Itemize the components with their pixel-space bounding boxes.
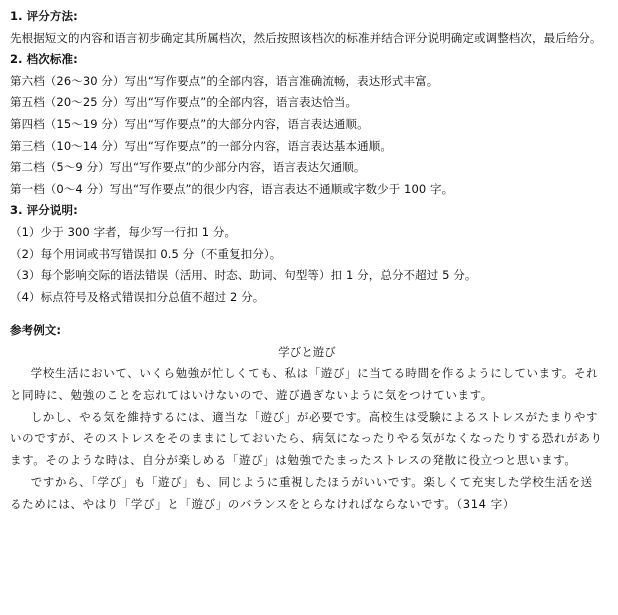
- method-heading: 1. 评分方法:: [10, 9, 78, 23]
- sample-label: 参考例文:: [10, 323, 62, 338]
- notes-heading: 3. 评分说明:: [10, 203, 78, 218]
- level-two: 第二档（5～9 分）写出“写作要点”的少部分内容，语言表达欠通顺。: [10, 160, 366, 175]
- essay-paragraph-3: ですから、「学び」も「遊び」も、同じように重視したほうがいいです。楽しくて充実した学校生活を送るためには、やはり「学び」と「遊び」のバランスをとらなければならないです。（314 字）: [10, 474, 593, 511]
- levels-heading: 2. 档次标准:: [10, 52, 78, 67]
- note-2: （2）每个用词或书写错误扣 0.5 分（不重复扣分）。: [10, 246, 282, 261]
- section-gap: [10, 308, 604, 320]
- level-four: 第四档（15～19 分）写出“写作要点”的大部分内容，语言表达通顺。: [10, 116, 369, 131]
- essay-title: 学びと遊び: [278, 344, 336, 359]
- note-3: （3）每个影响交际的语法错误（活用、时态、助词、句型等）扣 1 分，总分不超过 5 分。: [10, 268, 477, 283]
- note-1: （1）少于 300 字者，每少写一行扣 1 分。: [10, 224, 237, 239]
- essay-paragraph-2: しかし、やる気を維持するには、適当な「遊び」が必要です。高校生は受験によるストレスがたまりやすいのですが、そのストレスをそのままにしておいたら、病気になったりやる気がなくなったりする恐れがあります。そのような時は、自分が楽しめる「遊び」は勉強でたまったストレスの発散に役立つと思います。: [10, 409, 603, 468]
- method-text: 先根据短文的内容和语言初步确定其所属档次，然后按照该档次的标准并结合评分说明确定或调整档次，最后给分。: [10, 30, 602, 45]
- level-three: 第三档（10～14 分）写出“写作要点”的一部分内容，语言表达基本通顺。: [10, 138, 392, 153]
- level-six: 第六档（26～30 分）写出“写作要点”的全部内容，语言准确流畅，表达形式丰富。: [10, 73, 439, 88]
- note-4: （4）标点符号及格式错误扣分总值不超过 2 分。: [10, 289, 265, 304]
- level-five: 第五档（20～25 分）写出“写作要点”的全部内容，语言表达恰当。: [10, 95, 358, 110]
- level-one: 第一档（0～4 分）写出“写作要点”的很少内容，语言表达不通顺或字数少于 100 字。: [10, 181, 454, 196]
- essay-paragraph-1: 学校生活において、いくら勉強が忙しくても、私は「遊び」に当てる時間を作るようにしています。それと同時に、勉強のことを忘れてはいけないので、遊び過ぎないように気をつけています。: [10, 365, 599, 402]
